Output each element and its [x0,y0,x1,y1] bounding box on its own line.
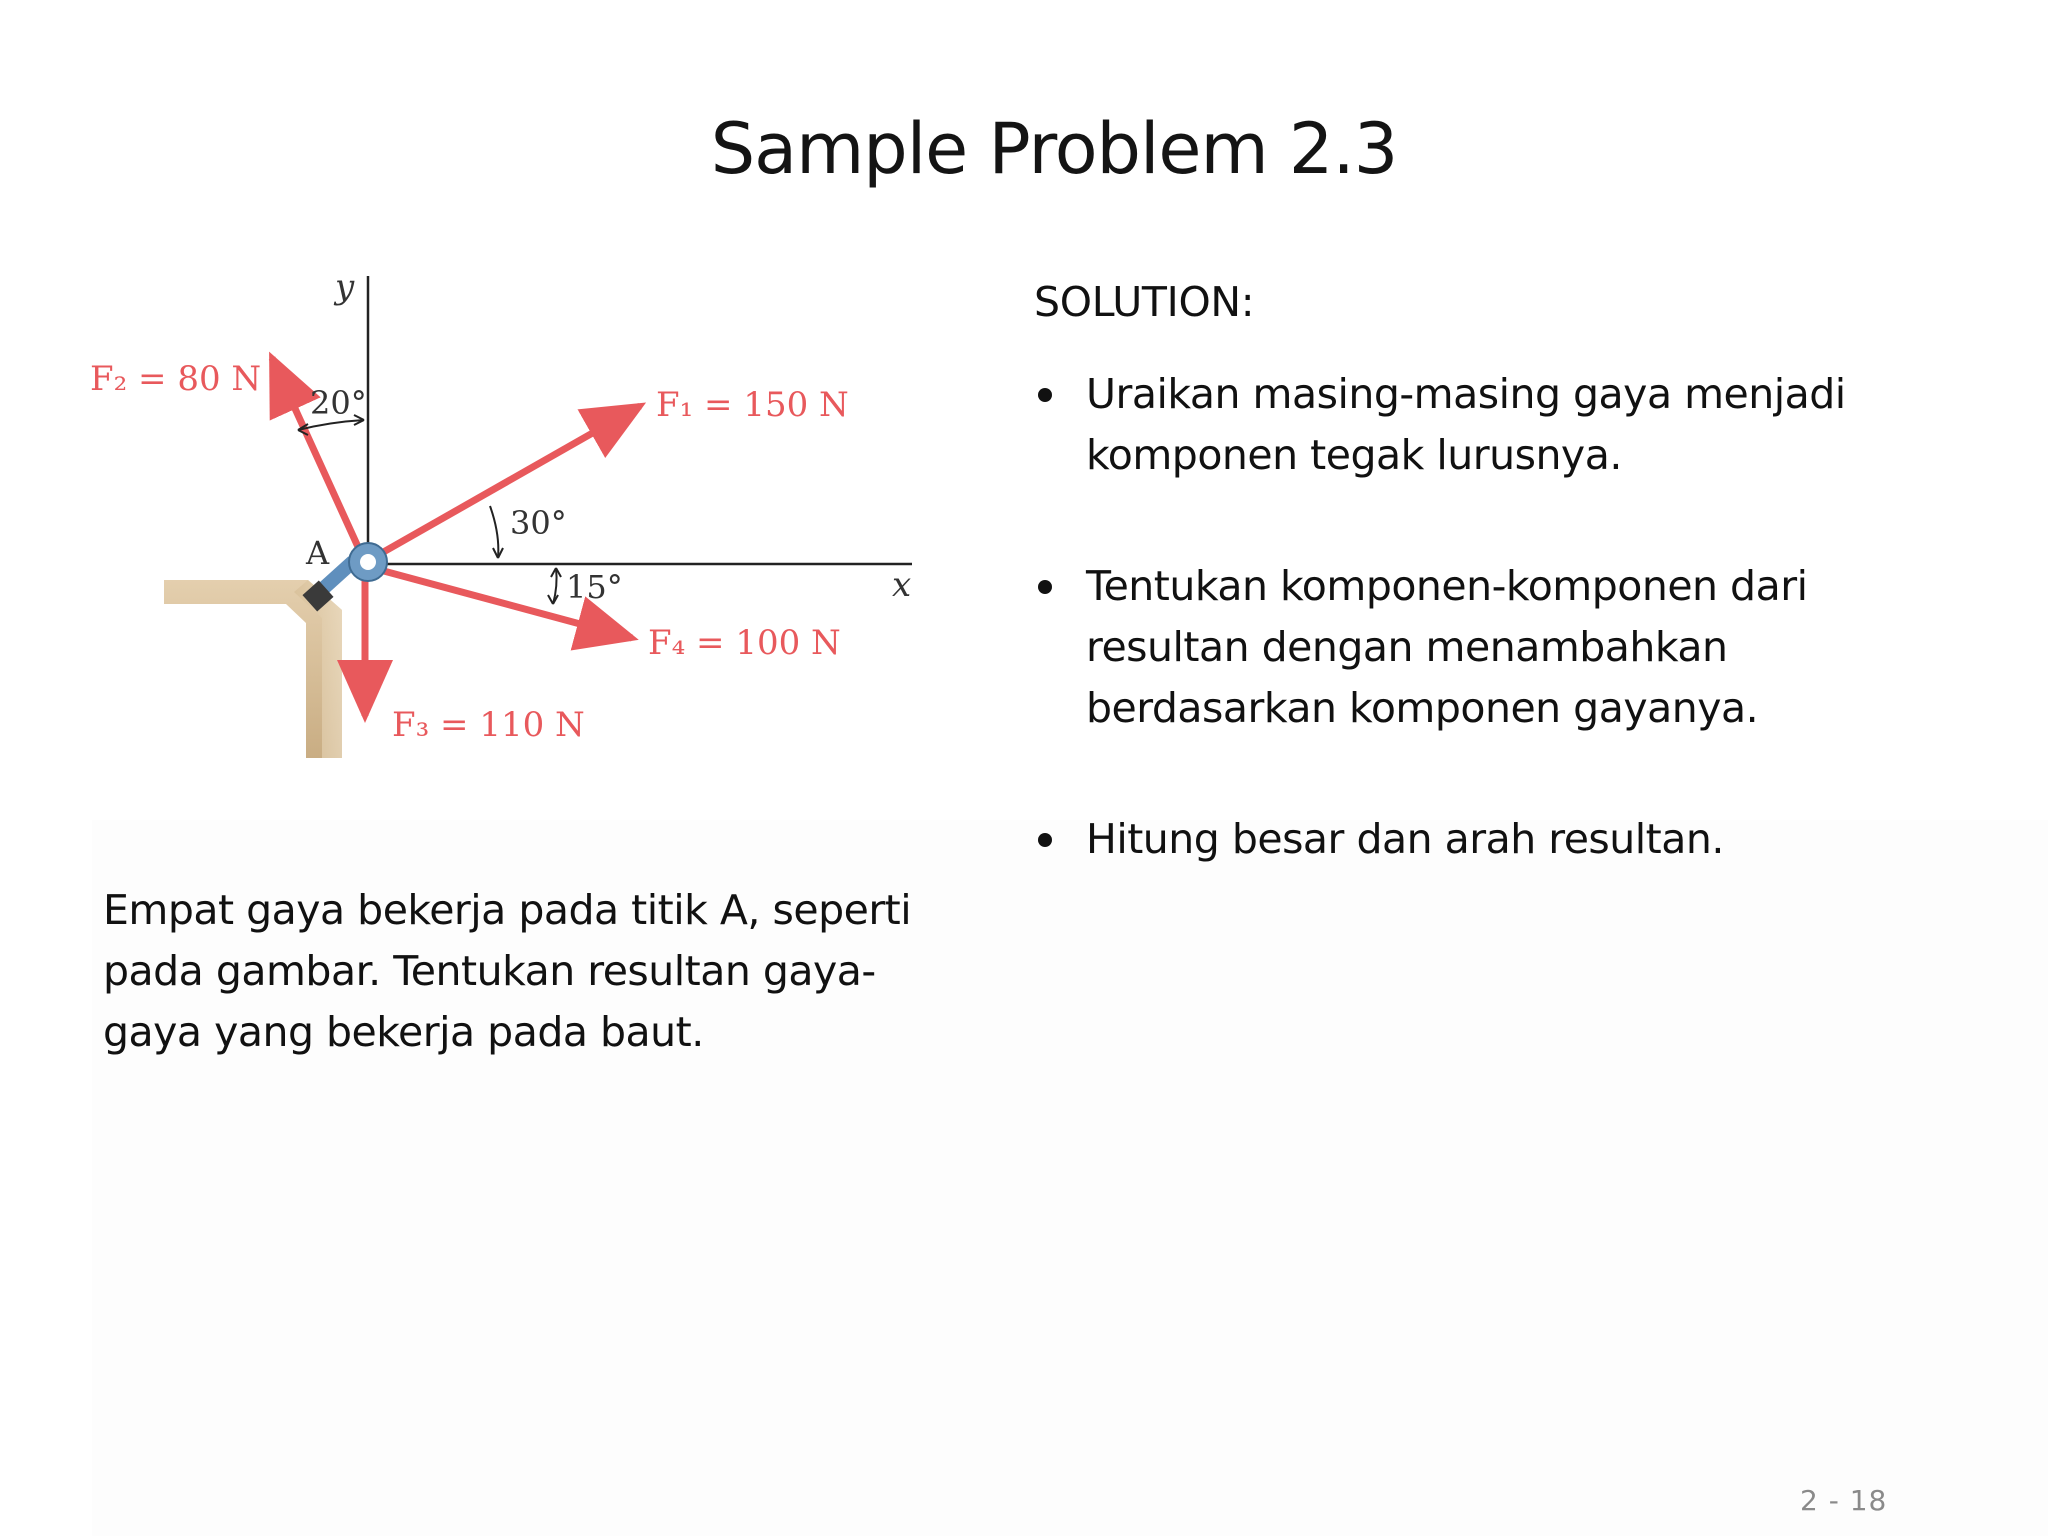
angle-label-30: 30° [510,504,567,542]
angle-label-15: 15° [566,568,623,606]
page-number: 2 - 18 [1800,1484,1888,1517]
solution-step-text: Uraikan masing-masing gaya menjadi komponen tegak lurusnya. [1086,370,1846,479]
solution-step [1034,364,1934,486]
force-label-f1: F₁ = 150 N [656,385,849,425]
force-label-f2: F₂ = 80 N [90,359,262,399]
bullet-icon [1038,833,1052,847]
solution-step [1034,556,1934,739]
problem-statement: Empat gaya bekerja pada titik A, seperti pada gambar. Tentukan resultan gaya-gaya yang bekerja pada baut. [103,886,912,1056]
angle-marker-30 [490,506,503,558]
solution-step-text: Hitung besar dan arah resultan. [1086,815,1724,863]
slide-title: Sample Problem 2.3 [710,108,1398,190]
force-label-f4: F₄ = 100 N [648,623,841,663]
solution-step-text: Tentukan komponen-komponen dari resultan dengan menambahkan berdasarkan komponen gayanya. [1086,562,1808,732]
solution-heading: SOLUTION: [1034,278,1255,326]
bullet-icon [1038,580,1052,594]
axis-y-label: y [335,267,355,307]
angle-marker-15 [548,568,561,604]
point-label-a: A [306,534,330,572]
axis-x-label: x [892,565,912,605]
force-label-f3: F₃ = 110 N [392,705,585,745]
solution-steps [1034,364,1934,870]
bullet-icon [1038,388,1052,402]
angle-label-20: 20° [310,384,367,422]
force-diagram [80,258,920,778]
solution-step [1034,809,1934,870]
